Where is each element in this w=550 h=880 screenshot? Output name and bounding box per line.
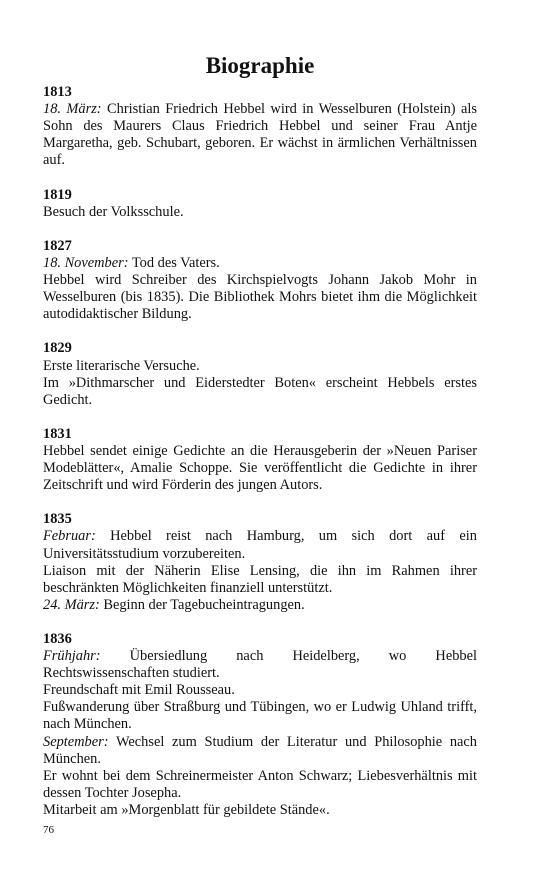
paragraph-text: Freundschaft mit Emil Rousseau. — [43, 682, 235, 699]
paragraph-text: Fußwanderung über Straßburg und Tübingen, wo er Ludwig Uhland trifft, nach München. — [43, 699, 477, 733]
paragraph-text: Beginn der Tagebucheintragungen. — [99, 596, 305, 613]
biography-entry-1827 — [43, 238, 477, 323]
entry-paragraph — [43, 802, 477, 819]
biography-entry-1819 — [43, 187, 477, 221]
biography-entry-1813 — [43, 84, 477, 169]
entry-paragraph — [43, 648, 477, 682]
date-label: Frühjahr: — [43, 648, 101, 665]
biography-entry-1829 — [43, 340, 477, 408]
entry-paragraph — [43, 375, 477, 409]
entry-year: 1819 — [43, 186, 72, 203]
entry-year: 1835 — [43, 511, 72, 528]
entry-paragraph — [43, 682, 477, 699]
entry-paragraph — [43, 563, 477, 597]
entry-paragraph — [43, 101, 477, 169]
entry-year: 1836 — [43, 631, 72, 647]
biography-entry-1835 — [43, 511, 477, 614]
biography-entry-1836 — [43, 631, 477, 819]
paragraph-text: Hebbel sendet einige Gedichte an die Herausgeberin der »Neuen Pariser Modeblätter«, Amalie Schoppe. Sie veröffentlicht die Gedichte in ihrer Zeitschrift und wird Förderin des jungen Autors. — [43, 442, 477, 494]
paragraph-text: Wechsel zum Studium der Literatur und Philosophie nach München. — [43, 733, 477, 767]
date-label: 18. März: — [43, 101, 102, 118]
paragraph-text: Besuch der Volksschule. — [43, 203, 184, 220]
entry-paragraph — [43, 358, 477, 375]
date-label: September: — [43, 733, 109, 750]
entry-paragraph — [43, 734, 477, 768]
page-title: Biographie — [205, 53, 315, 78]
entry-year: 1827 — [43, 237, 72, 254]
paragraph-text: Erste literarische Versuche. — [43, 357, 200, 374]
entry-paragraph — [43, 204, 477, 221]
paragraph-text: Hebbel reist nach Hamburg, um sich dort auf ein Universitätsstudium vorzubereiten. — [43, 528, 477, 562]
entry-paragraph — [43, 597, 477, 614]
biography-text — [43, 84, 477, 836]
paragraph-text: Mitarbeit am »Morgenblatt für gebildete Stände«. — [43, 801, 330, 818]
entry-paragraph — [43, 272, 477, 323]
date-label: 24. März: — [43, 596, 100, 613]
paragraph-text: Tod des Vaters. — [128, 254, 220, 271]
entry-year: 1831 — [43, 425, 72, 442]
entry-paragraph — [43, 768, 477, 802]
entry-year: 1829 — [43, 340, 72, 357]
entry-paragraph — [43, 443, 477, 494]
paragraph-text: Im »Dithmarscher und Eiderstedter Boten« erscheint Hebbels erstes Gedicht. — [43, 374, 477, 408]
entry-year: 1813 — [43, 84, 72, 100]
paragraph-text: Liaison mit der Näherin Elise Lensing, die ihn im Rahmen ihrer beschränkten Möglichkeiten finanziell unterstützt. — [43, 562, 477, 596]
paragraph-text: Christian Friedrich Hebbel wird in Wesselburen (Holstein) als Sohn des Maurers Claus Friedrich Hebbel und seiner Frau Antje Margaretha, geb. Schubart, geboren. Er wächst in ärmlichen Verhältnissen auf. — [43, 101, 477, 169]
date-label: 18. November: — [43, 254, 129, 271]
paragraph-text: Er wohnt bei dem Schreinermeister Anton Schwarz; Liebesverhältnis mit dessen Tochter Josepha. — [43, 767, 477, 801]
paragraph-text: Hebbel wird Schreiber des Kirchspielvogts Johann Jakob Mohr in Wesselburen (bis 1835). Die Bibliothek Mohrs bietet ihm die Möglichkeit autodidaktischer Bildung. — [43, 272, 477, 323]
entry-paragraph — [43, 528, 477, 562]
date-label: Februar: — [43, 528, 96, 545]
paragraph-text: Übersiedlung nach Heidelberg, wo Hebbel Rechtswissenschaften studiert. — [43, 648, 477, 682]
page-number: 76 — [43, 824, 54, 836]
entry-paragraph — [43, 255, 477, 272]
entry-paragraph — [43, 699, 477, 733]
biography-entry-1831 — [43, 426, 477, 494]
